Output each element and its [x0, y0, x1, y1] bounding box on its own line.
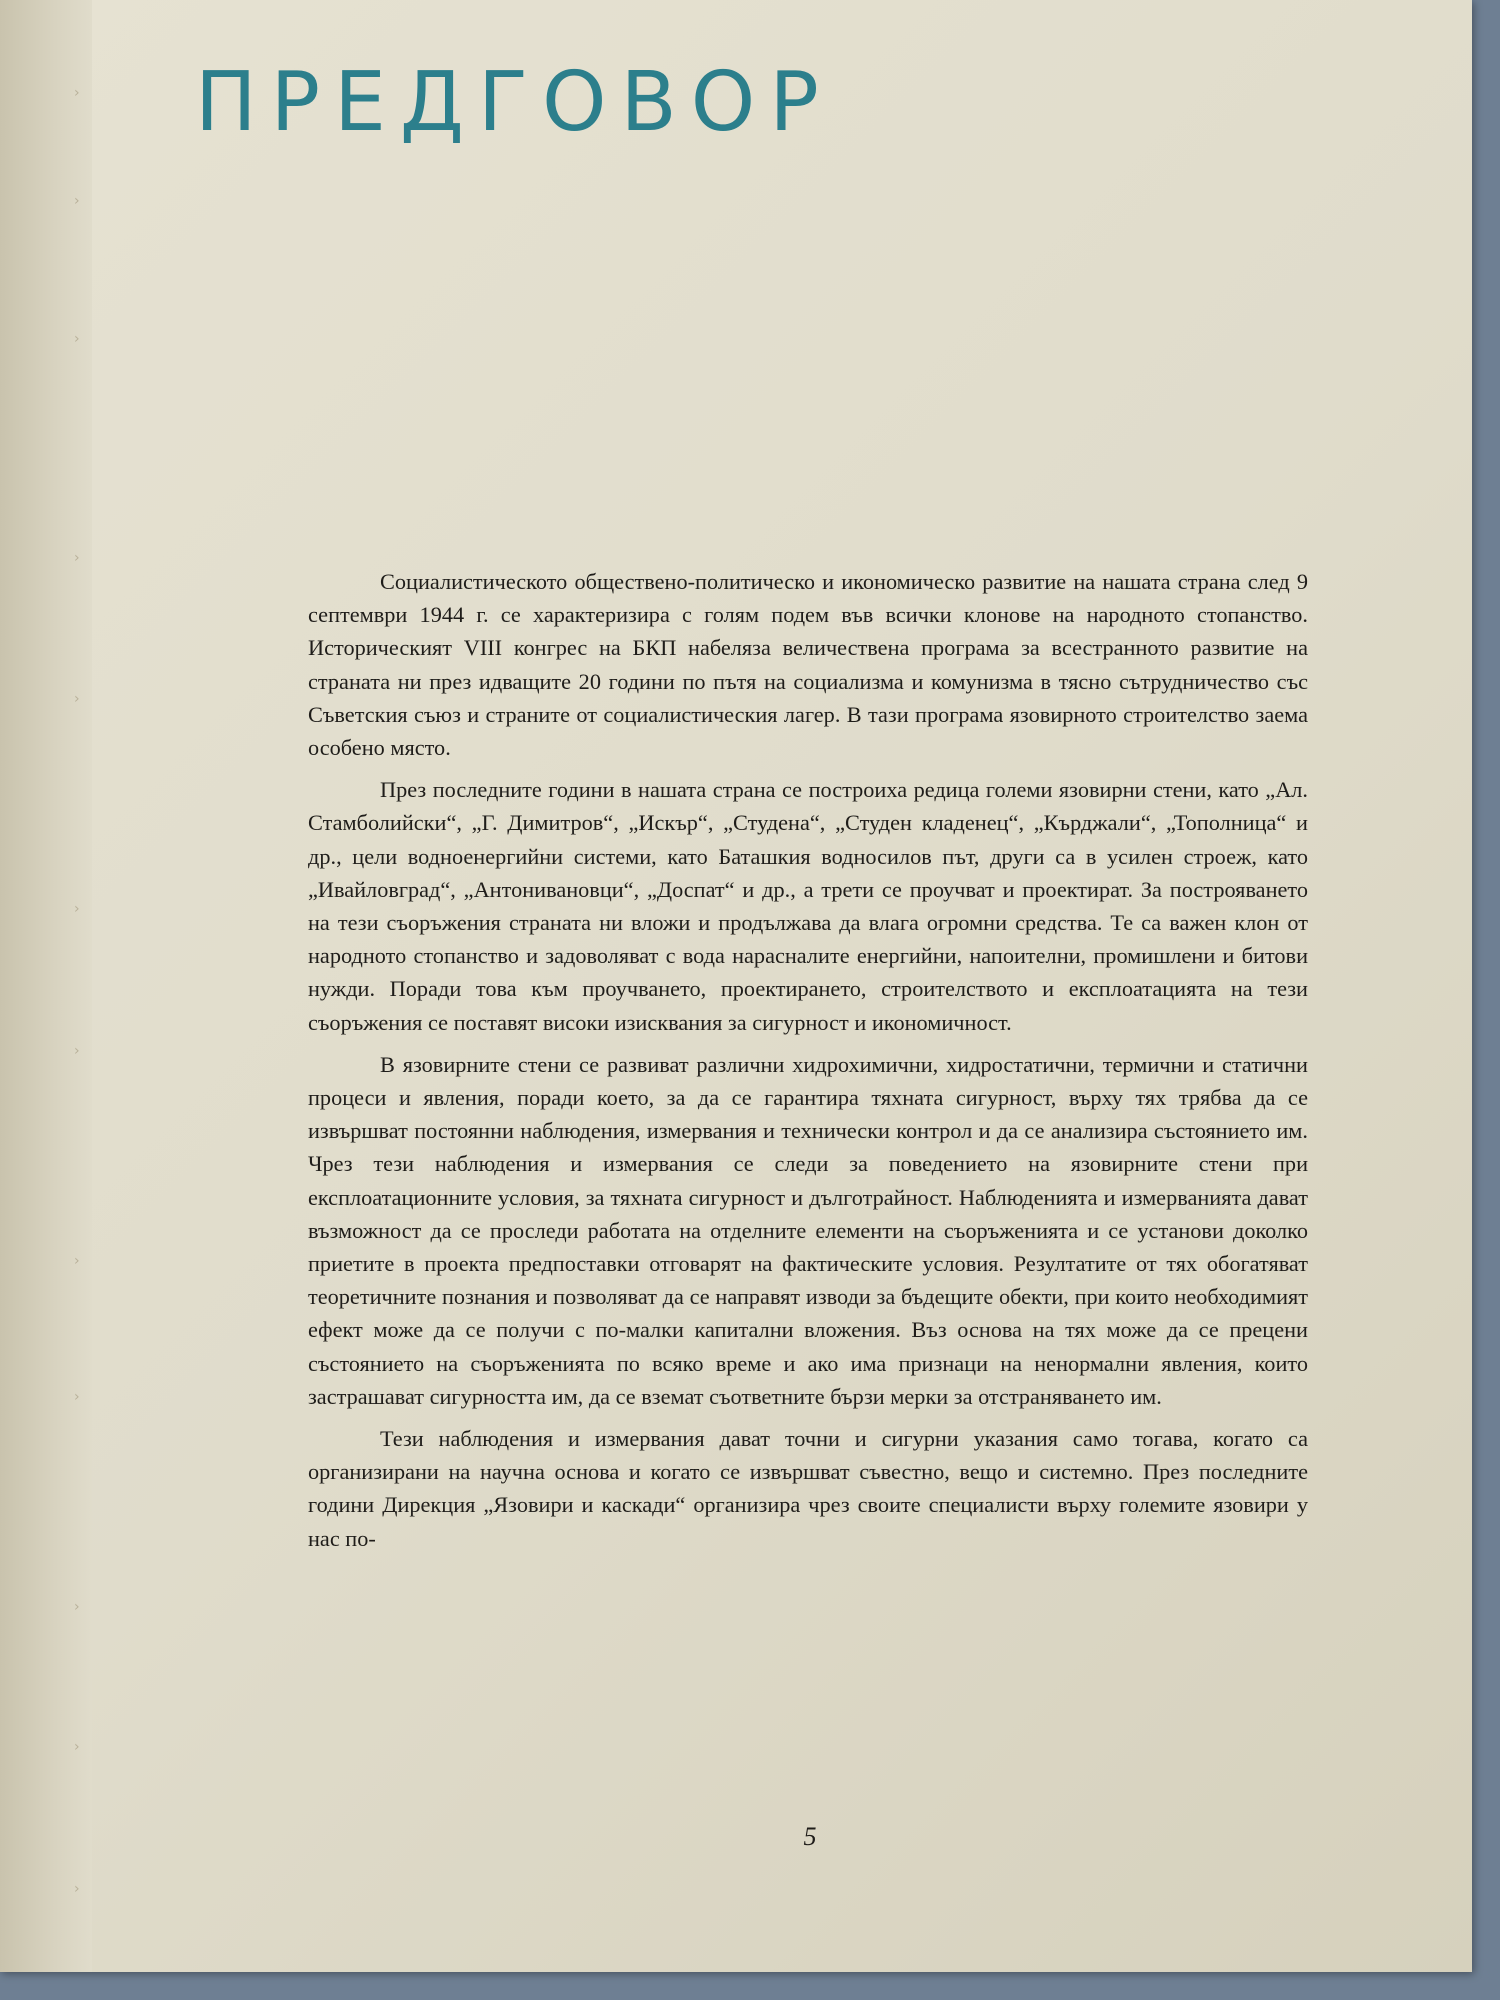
- binding-stitch: ›: [74, 1881, 80, 1897]
- paragraph: През последните години в нашата страна се построиха редица големи язовирни стени, като „Ал. Стамболийски“, „Г. Димитров“, „Искър“, „Студена“, „Студен кладенец“, „Кърджали“, „Тополница“ и др., цели водноенергийни системи, като Баташкия водносилов път, други са в усилен строеж, като „Ивайловград“, „Антонивановци“, „Доспат“ и др., а трети се проучват и проектират. За построяването на тези съоръжения страната ни вложи и продължава да влага огромни средства. Те са важен клон от народното стопанство и задоволяват с вода нарасналите енергийни, напоителни, промишлени и битови нужди. Поради това към проучването, проектирането, строителството и експлоатацията на тези съоръжения се поставят високи изисквания за сигурност и икономичност.: [308, 777, 1308, 1035]
- binding-stitch: ›: [74, 1253, 80, 1269]
- body-text: [308, 565, 1308, 1564]
- binding-stitch: ›: [74, 1043, 80, 1059]
- page-number: 5: [803, 1822, 817, 1851]
- binding-stitch: ›: [74, 331, 80, 347]
- binding-stitch: ›: [74, 1739, 80, 1755]
- binding-stitch: ›: [74, 691, 80, 707]
- binding-stitch: ›: [74, 901, 80, 917]
- paragraph: Тези наблюдения и измервания дават точни и сигурни указания само тогава, когато са организирани на научна основа и когато се извършват съвестно, вещо и системно. През последните години Дирекция „Язовири и каскади“ организира чрез своите специалисти върху големите язовири у нас по-: [308, 1426, 1308, 1551]
- binding-stitch: ›: [74, 1599, 80, 1615]
- binding-stitch: ›: [74, 550, 80, 566]
- paragraph: Социалистическото обществено-политическо и икономическо развитие на нашата страна след 9 септември 1944 г. се характеризира с голям подем във всички клонове на народното стопанство. Историческият VIII конгрес на БКП набеляза величествена програма за всестранното развитие на страната ни през идващите 20 години по пътя на социализма и комунизма в тясно сътрудничество със Съветския съюз и страните от социалистическия лагер. В тази програма язовирното строителство заема особено място.: [308, 569, 1308, 761]
- binding-stitch: ›: [74, 85, 80, 101]
- binding-stitch: ›: [74, 193, 80, 209]
- binding-stitch: ›: [74, 1389, 80, 1405]
- page-binding: [0, 0, 92, 1972]
- page-title: ПРЕДГОВОР: [195, 55, 833, 150]
- paragraph: В язовирните стени се развиват различни хидрохимични, хидростатични, термични и статични процеси и явления, поради което, за да се гарантира тяхната сигурност, върху тях трябва да се извършват постоянни наблюдения, измервания и технически контрол и да се анализира състоянието им. Чрез тези наблюдения и измервания се следи за поведението на язовирните стени при експлоатационните условия, за тяхната сигурност и дълготрайност. Наблюденията и измерванията дават възможност да се проследи работата на отделните елементи на съоръженията и се установи доколко приетите в проекта предпоставки отговарят на фактическите условия. Резултатите от тях обогатяват теоретичните познания и позволяват да се направят изводи за бъдещите обекти, при които необходимият ефект може да се получи с по-малки капитални вложения. Въз основа на тях може да се прецени състоянието на съоръженията по всяко време и ако има признаци на ненормални явления, които застрашават сигурността им, да се вземат съответните бързи мерки за отстраняването им.: [308, 1051, 1308, 1409]
